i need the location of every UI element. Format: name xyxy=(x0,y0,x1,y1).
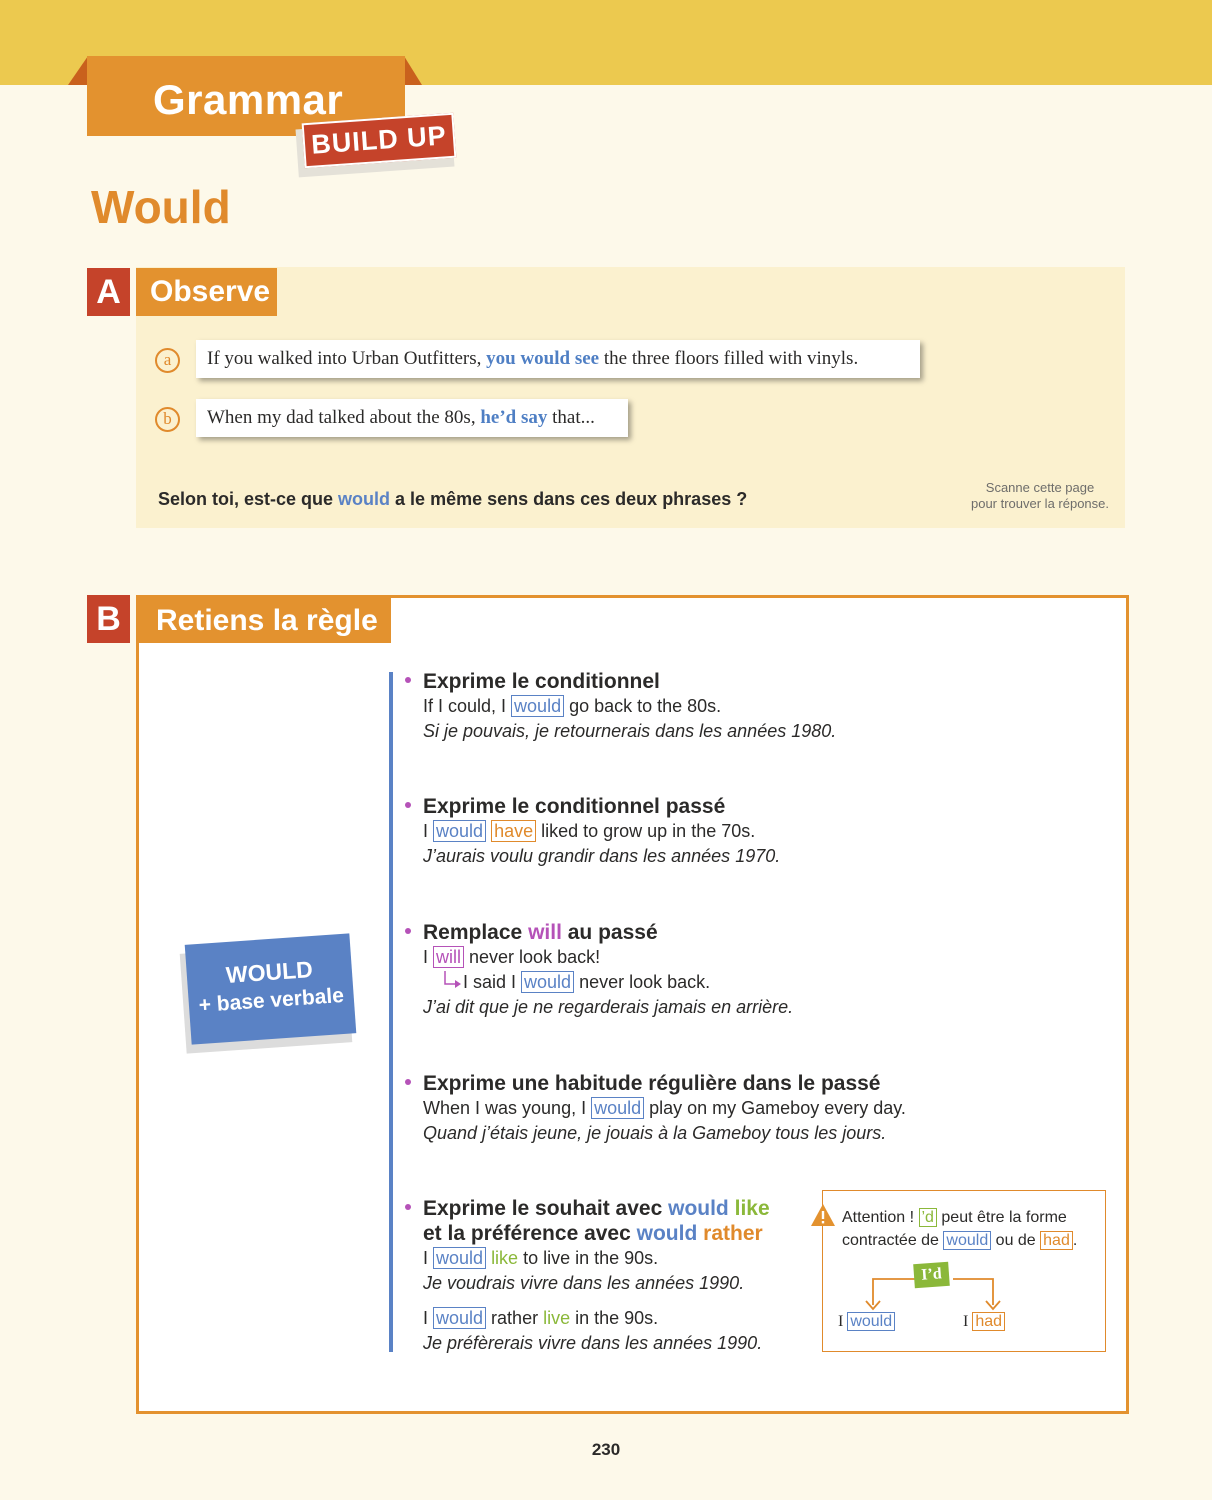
rule-heading xyxy=(405,669,836,694)
rule-translation: J’aurais voulu grandir dans les années 1970. xyxy=(423,846,781,866)
pronoun: I xyxy=(963,1313,969,1330)
attention-text-2: contractée de xyxy=(842,1232,944,1249)
left-expansion xyxy=(838,1313,895,1331)
rule-conditional xyxy=(405,669,836,744)
example-text: I xyxy=(423,947,434,967)
rule-translation: Quand j’étais jeune, je jouais à la Gameboy tous les jours. xyxy=(423,1123,887,1143)
had-box: had xyxy=(1040,1231,1073,1250)
rule-title-end: au passé xyxy=(561,921,658,944)
section-b-letter: B xyxy=(87,595,130,643)
example-text: When I was young, I xyxy=(423,1098,592,1118)
like-word: like xyxy=(491,1248,519,1268)
example-text: I xyxy=(423,1308,434,1328)
rule-heading xyxy=(405,794,780,819)
question-highlight: would xyxy=(338,489,391,509)
will-box: will xyxy=(433,946,464,968)
rule-example xyxy=(405,945,793,970)
observe-question xyxy=(158,489,747,510)
example-text: I xyxy=(423,1248,434,1268)
would-box: would xyxy=(433,1307,486,1329)
question-after: a le même sens dans ces deux phrases ? xyxy=(390,489,748,509)
rule-translation: Je voudrais vivre dans les années 1990. xyxy=(423,1273,745,1293)
example-text: in the 90s. xyxy=(570,1308,659,1328)
bullet-dot xyxy=(405,802,411,808)
have-box: have xyxy=(491,820,536,842)
rule-will-past xyxy=(405,920,793,1020)
rule-title: Exprime le conditionnel passé xyxy=(423,795,726,818)
live-word: live xyxy=(543,1308,571,1328)
attention-label: Attention ! xyxy=(842,1209,919,1226)
would-box: would xyxy=(521,971,574,993)
rule-example-reported xyxy=(405,970,793,995)
arrow-right-icon xyxy=(443,971,463,991)
bullet-dot xyxy=(405,928,411,934)
example-text: never look back. xyxy=(574,972,711,992)
would-box: would xyxy=(511,695,564,717)
pronoun: I xyxy=(838,1313,844,1330)
rule-title: Exprime le souhait avec xyxy=(423,1197,669,1220)
sentence-card-a xyxy=(196,340,920,378)
would-box: would xyxy=(943,1231,991,1250)
rule-example xyxy=(405,1246,770,1271)
example-text: play on my Gameboy every day. xyxy=(644,1098,906,1118)
question-before: Selon toi, est-ce que xyxy=(158,489,339,509)
example-text: I xyxy=(423,821,434,841)
had-box: had xyxy=(972,1312,1005,1331)
sentence-a-highlight: you would see xyxy=(486,348,600,369)
rule-translation: Si je pouvais, je retournerais dans les années 1980. xyxy=(423,721,837,741)
example-text: I said I xyxy=(463,972,522,992)
ribbon-fold-left xyxy=(68,56,88,85)
rule-title: Remplace xyxy=(423,921,529,944)
would-card xyxy=(185,933,357,1044)
sentence-b-before: When my dad talked about the 80s, xyxy=(207,407,481,428)
ribbon-fold-right xyxy=(404,56,422,85)
rule-title-would: would xyxy=(636,1222,698,1245)
marker-b: b xyxy=(155,407,180,432)
observe-tab: Observe xyxy=(136,268,277,316)
banner-title: Grammar xyxy=(153,76,344,123)
build-up-badge: BUILD UP xyxy=(302,113,457,168)
rather-word: rather xyxy=(486,1308,544,1328)
would-card-line2: + base verbale xyxy=(197,983,345,1018)
rule-heading xyxy=(405,1196,770,1221)
rule-heading-2 xyxy=(405,1221,770,1246)
rule-heading xyxy=(405,920,793,945)
scan-line-1: Scanne cette page xyxy=(985,480,1095,495)
right-expansion xyxy=(963,1313,1005,1331)
rule-example-2 xyxy=(405,1306,770,1331)
sentence-a-after: the three floors filled with vinyls. xyxy=(599,348,859,369)
page-number: 230 xyxy=(591,1440,621,1459)
rule-heading xyxy=(405,1071,906,1096)
sentence-a-before: If you walked into Urban Outfitters, xyxy=(207,348,487,369)
rule-translation: J’ai dit que je ne regarderais jamais en arrière. xyxy=(423,997,794,1017)
rule-example xyxy=(405,1096,906,1121)
attention-mid: ou de xyxy=(991,1232,1041,1249)
marker-a: a xyxy=(155,348,180,373)
bullet-dot xyxy=(405,1204,411,1210)
would-card-line1: WOULD xyxy=(225,956,314,989)
example-text: If I could, I xyxy=(423,696,512,716)
bullet-dot xyxy=(405,677,411,683)
rule-tab: Retiens la règle xyxy=(136,595,391,643)
rule-title: Exprime une habitude régulière dans le passé xyxy=(423,1072,881,1095)
rule-title: et la préférence avec xyxy=(423,1222,637,1245)
rule-habit xyxy=(405,1071,906,1146)
sentence-b-after: that... xyxy=(547,407,595,428)
rule-example xyxy=(405,694,836,719)
would-box: would xyxy=(591,1097,644,1119)
sentence-card-b xyxy=(196,399,628,437)
rule-title-like: like xyxy=(734,1197,770,1220)
example-text: go back to the 80s. xyxy=(564,696,722,716)
contraction-tag: I’d xyxy=(913,1262,950,1288)
rule-translation: Je préfèrerais vivre dans les années 1990. xyxy=(423,1333,763,1353)
scan-line-2: pour trouver la réponse. xyxy=(970,496,1110,511)
scan-note xyxy=(940,480,1140,512)
rule-past-conditional xyxy=(405,794,780,869)
example-text: to live in the 90s. xyxy=(518,1248,659,1268)
sentence-b-highlight: he’d say xyxy=(480,407,548,428)
rule-title-rather: rather xyxy=(703,1222,763,1245)
would-box: would xyxy=(847,1312,895,1331)
example-text: never look back! xyxy=(464,947,601,967)
example-text: liked to grow up in the 70s. xyxy=(536,821,756,841)
attention-text-1: peut être la forme xyxy=(936,1209,1067,1226)
contraction-box: ’d xyxy=(919,1208,937,1227)
rule-wish-preference xyxy=(405,1196,770,1356)
rule-example xyxy=(405,819,780,844)
attention-end: . xyxy=(1072,1232,1078,1249)
rule-title: Exprime le conditionnel xyxy=(423,670,660,693)
page-title: Would xyxy=(91,181,231,233)
would-box: would xyxy=(433,820,486,842)
warning-icon xyxy=(810,1203,836,1227)
would-box: would xyxy=(433,1247,486,1269)
attention-text xyxy=(842,1206,1077,1252)
rule-title-will: will xyxy=(528,921,562,944)
rule-divider xyxy=(389,672,393,1352)
rule-title-would: would xyxy=(668,1197,729,1220)
attention-box xyxy=(822,1190,1106,1352)
section-a-letter: A xyxy=(87,268,130,316)
bullet-dot xyxy=(405,1079,411,1085)
